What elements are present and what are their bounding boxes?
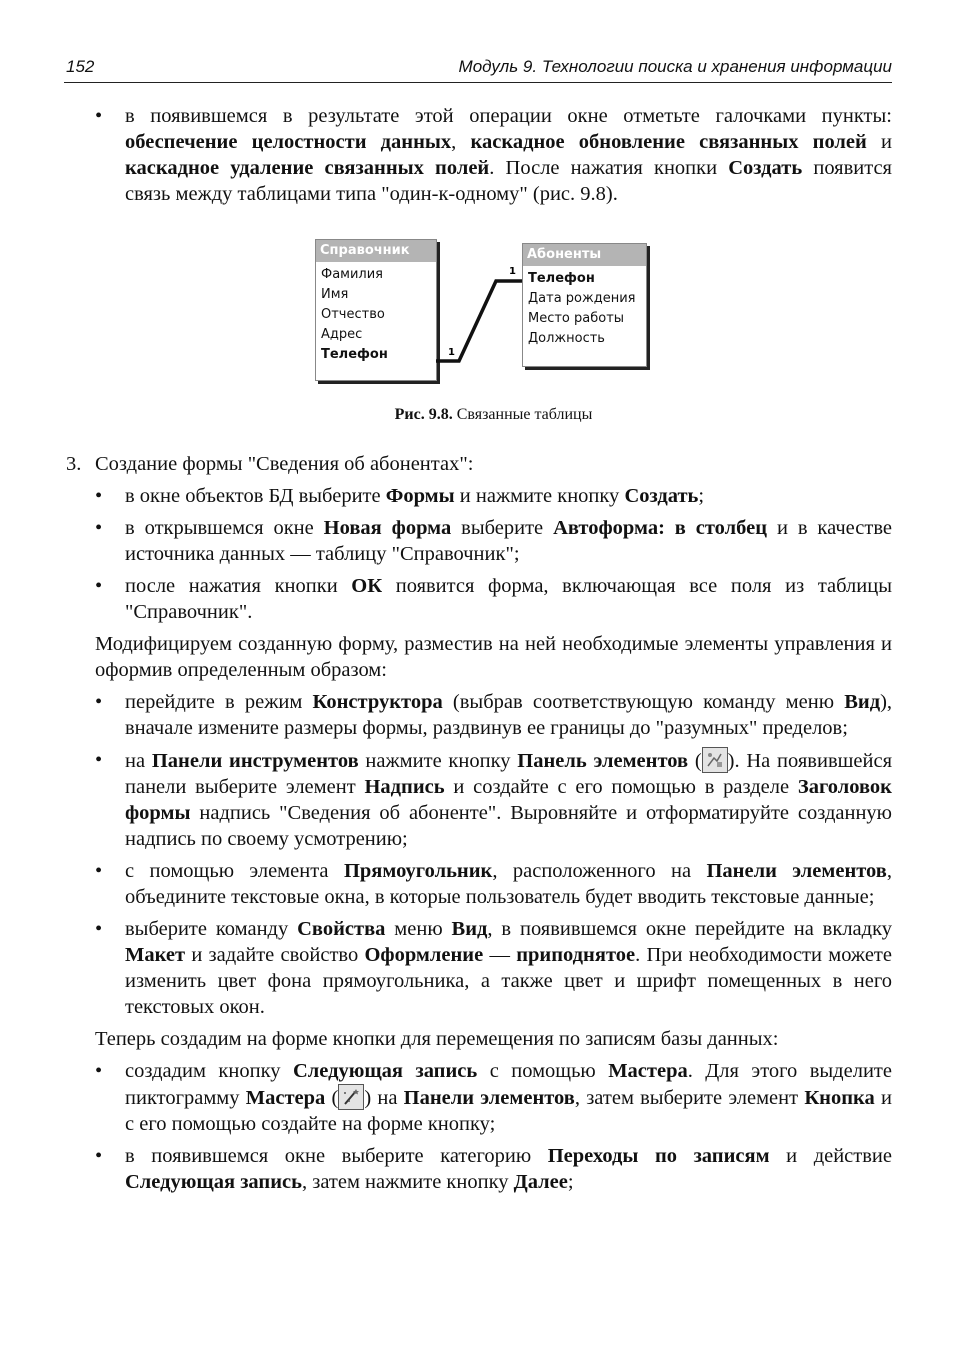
list-item: • в появившемся окне выберите категорию Переходы по записям и действие Следующая запись, затем нажмите кнопку Далее; [95, 1143, 892, 1195]
list-item: • на Панели инструментов нажмите кнопку Панель элементов ( ). На появившейся панели выберите элемент Надпись и создайте с его помощью в разделе Заголовок формы надпись "Сведения об абоненте". Выровняйте и отформатируйте созданную надпись по своему усмотрению; [95, 747, 892, 852]
list-item: • выберите команду Свойства меню Вид, в появившемся окне перейдите на вкладку Макет и задайте свойство Оформление — приподнятое. При необходимости можете изменить цвет фона прямоугольника, а также цвет и шрифт помещенных в него текстовых окон. [95, 916, 892, 1020]
relation-label-left: 1 [448, 347, 455, 358]
table-title: Справочник [316, 240, 436, 262]
field-item: Фамилия [321, 267, 383, 282]
field-item: Должность [528, 331, 605, 346]
field-item: Дата рождения [528, 291, 636, 306]
key-field: Телефон [528, 271, 595, 286]
toolbox-icon [702, 747, 728, 773]
section-3-heading [66, 451, 892, 477]
relation-label-right: 1 [509, 266, 516, 277]
key-field: Телефон [321, 347, 388, 362]
list-item: • в открывшемся окне Новая форма выберите Автоформа: в столбец и в качестве источника данных — таблицу "Справочник"; [95, 515, 892, 567]
field-item: Имя [321, 287, 349, 302]
table-abonenty [522, 243, 647, 367]
list-item: • в появившемся в результате этой операции окне отметьте галочками пункты: обеспечение целостности данных, каскадное обновление связанных полей и каскадное удаление связанных полей. После нажатия кнопки Создать появится связь между таблицами типа "один-к-одному" (рис. 9.8). [95, 103, 892, 207]
relationship-line [95, 239, 892, 384]
paragraph: Теперь создадим на форме кнопки для перемещения по записям базы данных: [95, 1028, 779, 1050]
paragraph: Модифицируем созданную форму, разместив на ней необходимые элементы управления и оформив определенным образом: [95, 633, 892, 681]
field-item: Место работы [528, 311, 625, 326]
list-item: • с помощью элемента Прямоугольник, расположенного на Панели элементов, объедините текстовые окна, в которые пользователь будет вводить текстовые данные; [95, 858, 892, 910]
table-title: Абоненты [523, 244, 646, 266]
page-number: 152 [66, 57, 95, 76]
field-list [523, 266, 646, 349]
page-header [64, 56, 892, 83]
list-item: • в окне объектов БД выберите Формы и нажмите кнопку Создать; [95, 483, 892, 509]
list-item: • создадим кнопку Следующая запись с помощью Мастера. Для этого выделите пиктограмму Мастера ( ) на Панели элементов, затем выберите элемент Кнопка и с его помощью создайте на форме кнопку; [95, 1058, 892, 1137]
wizard-wand-icon [338, 1084, 364, 1110]
figure-caption: Рис. 9.8. Связанные таблицы [394, 406, 593, 423]
figure-9-8 [95, 239, 892, 384]
list-item: • перейдите в режим Конструктора (выбрав соответствующую команду меню Вид), вначале измените размеры формы, раздвинув ее границы до "разумных" пределов; [95, 689, 892, 741]
list-item: • после нажатия кнопки ОК появится форма, включающая все поля из таблицы "Справочник". [95, 573, 892, 625]
section-number: 3. [66, 453, 82, 475]
field-item: Адрес [321, 327, 363, 342]
page-body [66, 103, 893, 1195]
section-title: Создание формы "Сведения об абонентах": [95, 453, 474, 475]
running-title: Модуль 9. Технологии поиска и хранения информации [458, 57, 892, 76]
field-item: Отчество [321, 307, 385, 322]
